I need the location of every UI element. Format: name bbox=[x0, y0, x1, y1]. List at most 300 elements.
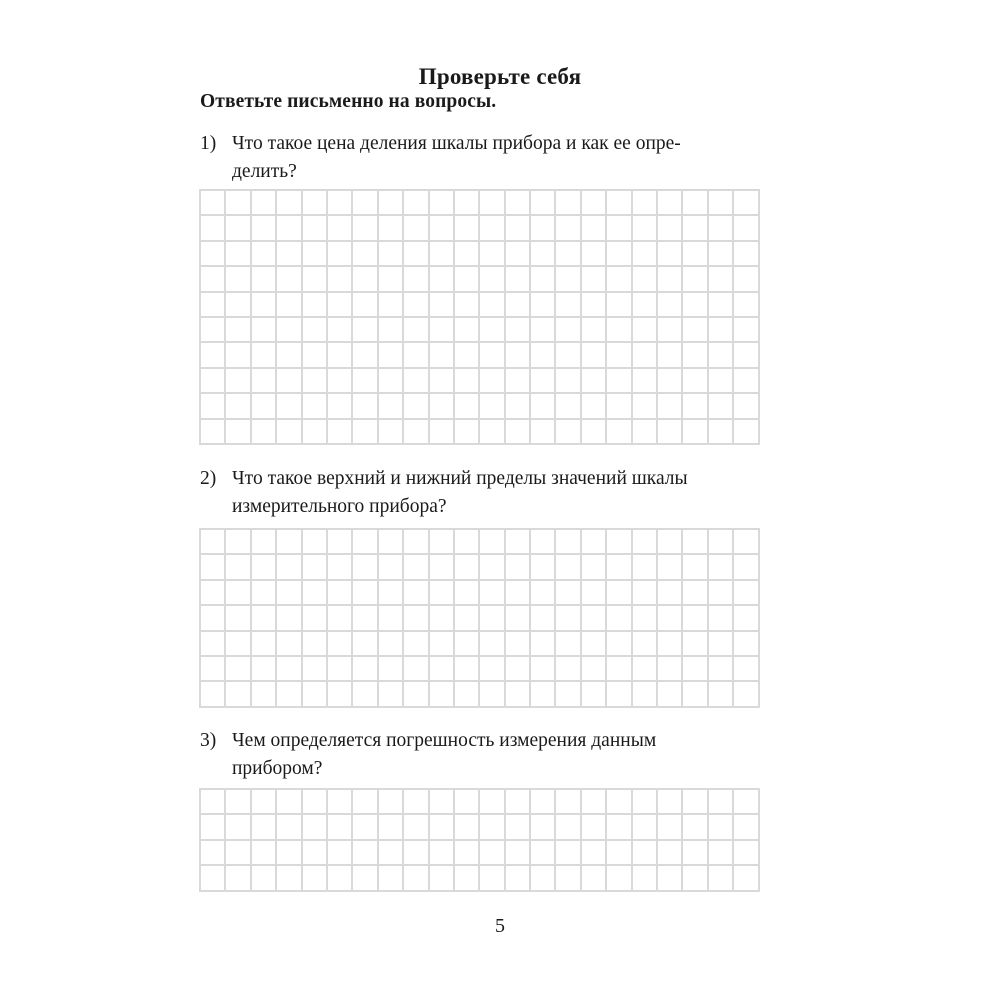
answer-grid-cell[interactable] bbox=[683, 318, 708, 343]
answer-grid-cell[interactable] bbox=[379, 216, 404, 241]
answer-grid-cell[interactable] bbox=[633, 369, 658, 394]
answer-grid-cell[interactable] bbox=[709, 318, 734, 343]
answer-grid-cell[interactable] bbox=[607, 657, 632, 682]
answer-grid-cell[interactable] bbox=[252, 318, 277, 343]
answer-grid-cell[interactable] bbox=[709, 420, 734, 445]
answer-grid-cell[interactable] bbox=[683, 815, 708, 840]
answer-grid-cell[interactable] bbox=[658, 815, 683, 840]
answer-grid-cell[interactable] bbox=[480, 216, 505, 241]
answer-grid-cell[interactable] bbox=[709, 530, 734, 555]
answer-grid-cell[interactable] bbox=[734, 790, 759, 815]
answer-grid-cell[interactable] bbox=[303, 394, 328, 419]
answer-grid-cell[interactable] bbox=[353, 866, 378, 891]
answer-grid-cell[interactable] bbox=[607, 790, 632, 815]
answer-grid-cell[interactable] bbox=[303, 343, 328, 368]
answer-grid-cell[interactable] bbox=[201, 657, 226, 682]
answer-grid-cell[interactable] bbox=[379, 815, 404, 840]
answer-grid-cell[interactable] bbox=[506, 632, 531, 657]
answer-grid-cell[interactable] bbox=[480, 790, 505, 815]
answer-grid-cell[interactable] bbox=[328, 242, 353, 267]
answer-grid-cell[interactable] bbox=[506, 318, 531, 343]
answer-grid-cell[interactable] bbox=[404, 293, 429, 318]
answer-grid-cell[interactable] bbox=[379, 606, 404, 631]
answer-grid-cell[interactable] bbox=[709, 242, 734, 267]
answer-grid-cell[interactable] bbox=[607, 420, 632, 445]
answer-grid-cell[interactable] bbox=[430, 216, 455, 241]
answer-grid-cell[interactable] bbox=[683, 632, 708, 657]
answer-grid-cell[interactable] bbox=[531, 318, 556, 343]
answer-grid-cell[interactable] bbox=[556, 242, 581, 267]
answer-grid-cell[interactable] bbox=[582, 267, 607, 292]
answer-grid-cell[interactable] bbox=[709, 815, 734, 840]
answer-grid-cell[interactable] bbox=[506, 815, 531, 840]
answer-grid-cell[interactable] bbox=[430, 530, 455, 555]
answer-grid-cell[interactable] bbox=[430, 267, 455, 292]
answer-grid-cell[interactable] bbox=[506, 657, 531, 682]
answer-grid-cell[interactable] bbox=[404, 242, 429, 267]
answer-grid-cell[interactable] bbox=[379, 841, 404, 866]
answer-grid-cell[interactable] bbox=[683, 216, 708, 241]
answer-grid-cell[interactable] bbox=[303, 682, 328, 707]
answer-grid-cell[interactable] bbox=[480, 530, 505, 555]
answer-grid-cell[interactable] bbox=[734, 318, 759, 343]
answer-grid-cell[interactable] bbox=[303, 242, 328, 267]
answer-grid-cell[interactable] bbox=[531, 242, 556, 267]
answer-grid-cell[interactable] bbox=[683, 682, 708, 707]
answer-grid-cell[interactable] bbox=[480, 632, 505, 657]
answer-grid-cell[interactable] bbox=[633, 866, 658, 891]
answer-grid-cell[interactable] bbox=[328, 191, 353, 216]
answer-grid-cell[interactable] bbox=[455, 267, 480, 292]
answer-grid-cell[interactable] bbox=[556, 530, 581, 555]
answer-grid-cell[interactable] bbox=[353, 790, 378, 815]
answer-grid-cell[interactable] bbox=[226, 369, 251, 394]
answer-grid-cell[interactable] bbox=[430, 343, 455, 368]
answer-grid-cell[interactable] bbox=[277, 191, 302, 216]
answer-grid-cell[interactable] bbox=[734, 606, 759, 631]
answer-grid-cell[interactable] bbox=[328, 318, 353, 343]
answer-grid-cell[interactable] bbox=[582, 530, 607, 555]
answer-grid-cell[interactable] bbox=[277, 343, 302, 368]
answer-grid-3[interactable] bbox=[199, 788, 760, 892]
answer-grid-cell[interactable] bbox=[277, 632, 302, 657]
answer-grid-cell[interactable] bbox=[506, 191, 531, 216]
answer-grid-cell[interactable] bbox=[277, 394, 302, 419]
answer-grid-cell[interactable] bbox=[607, 815, 632, 840]
answer-grid-cell[interactable] bbox=[226, 191, 251, 216]
answer-grid-cell[interactable] bbox=[379, 790, 404, 815]
answer-grid-cell[interactable] bbox=[506, 293, 531, 318]
answer-grid-cell[interactable] bbox=[430, 866, 455, 891]
answer-grid-cell[interactable] bbox=[328, 657, 353, 682]
answer-grid-cell[interactable] bbox=[658, 420, 683, 445]
answer-grid-cell[interactable] bbox=[480, 606, 505, 631]
answer-grid-cell[interactable] bbox=[430, 242, 455, 267]
answer-grid-cell[interactable] bbox=[277, 267, 302, 292]
answer-grid-cell[interactable] bbox=[531, 841, 556, 866]
answer-grid-cell[interactable] bbox=[201, 191, 226, 216]
answer-grid-cell[interactable] bbox=[607, 267, 632, 292]
answer-grid-cell[interactable] bbox=[582, 841, 607, 866]
answer-grid-cell[interactable] bbox=[633, 606, 658, 631]
answer-grid-cell[interactable] bbox=[582, 555, 607, 580]
answer-grid-cell[interactable] bbox=[531, 420, 556, 445]
answer-grid-cell[interactable] bbox=[328, 790, 353, 815]
answer-grid-cell[interactable] bbox=[633, 632, 658, 657]
answer-grid-cell[interactable] bbox=[226, 581, 251, 606]
answer-grid-cell[interactable] bbox=[226, 815, 251, 840]
answer-grid-cell[interactable] bbox=[277, 657, 302, 682]
answer-grid-cell[interactable] bbox=[201, 318, 226, 343]
answer-grid-cell[interactable] bbox=[252, 632, 277, 657]
answer-grid-cell[interactable] bbox=[277, 293, 302, 318]
answer-grid-cell[interactable] bbox=[607, 343, 632, 368]
answer-grid-cell[interactable] bbox=[658, 343, 683, 368]
answer-grid-cell[interactable] bbox=[556, 293, 581, 318]
answer-grid-cell[interactable] bbox=[430, 841, 455, 866]
answer-grid-cell[interactable] bbox=[531, 369, 556, 394]
answer-grid-cell[interactable] bbox=[658, 657, 683, 682]
answer-grid-cell[interactable] bbox=[531, 866, 556, 891]
answer-grid-cell[interactable] bbox=[277, 530, 302, 555]
answer-grid-cell[interactable] bbox=[404, 343, 429, 368]
answer-grid-cell[interactable] bbox=[303, 790, 328, 815]
answer-grid-cell[interactable] bbox=[404, 682, 429, 707]
answer-grid-cell[interactable] bbox=[303, 606, 328, 631]
answer-grid-cell[interactable] bbox=[683, 581, 708, 606]
answer-grid-cell[interactable] bbox=[658, 555, 683, 580]
answer-grid-cell[interactable] bbox=[252, 267, 277, 292]
answer-grid-cell[interactable] bbox=[658, 267, 683, 292]
answer-grid-cell[interactable] bbox=[379, 420, 404, 445]
answer-grid-cell[interactable] bbox=[633, 555, 658, 580]
answer-grid-cell[interactable] bbox=[607, 581, 632, 606]
answer-grid-cell[interactable] bbox=[658, 606, 683, 631]
answer-grid-cell[interactable] bbox=[430, 318, 455, 343]
answer-grid-cell[interactable] bbox=[531, 555, 556, 580]
answer-grid-cell[interactable] bbox=[480, 657, 505, 682]
answer-grid-cell[interactable] bbox=[683, 606, 708, 631]
answer-grid-cell[interactable] bbox=[379, 343, 404, 368]
answer-grid-cell[interactable] bbox=[633, 191, 658, 216]
answer-grid-cell[interactable] bbox=[430, 394, 455, 419]
answer-grid-cell[interactable] bbox=[404, 841, 429, 866]
answer-grid-cell[interactable] bbox=[582, 581, 607, 606]
answer-grid-cell[interactable] bbox=[582, 242, 607, 267]
answer-grid-cell[interactable] bbox=[556, 343, 581, 368]
answer-grid-cell[interactable] bbox=[531, 191, 556, 216]
answer-grid-cell[interactable] bbox=[683, 790, 708, 815]
answer-grid-cell[interactable] bbox=[353, 581, 378, 606]
answer-grid-cell[interactable] bbox=[455, 293, 480, 318]
answer-grid-cell[interactable] bbox=[277, 841, 302, 866]
answer-grid-cell[interactable] bbox=[226, 555, 251, 580]
answer-grid-cell[interactable] bbox=[226, 866, 251, 891]
answer-grid-cell[interactable] bbox=[709, 555, 734, 580]
answer-grid-2[interactable] bbox=[199, 528, 760, 708]
answer-grid-cell[interactable] bbox=[277, 581, 302, 606]
answer-grid-cell[interactable] bbox=[353, 394, 378, 419]
answer-grid-cell[interactable] bbox=[353, 815, 378, 840]
answer-grid-cell[interactable] bbox=[633, 682, 658, 707]
answer-grid-cell[interactable] bbox=[480, 369, 505, 394]
answer-grid-cell[interactable] bbox=[201, 242, 226, 267]
answer-grid-cell[interactable] bbox=[633, 318, 658, 343]
answer-grid-cell[interactable] bbox=[277, 369, 302, 394]
answer-grid-cell[interactable] bbox=[328, 866, 353, 891]
answer-grid-cell[interactable] bbox=[303, 216, 328, 241]
answer-grid-cell[interactable] bbox=[633, 657, 658, 682]
answer-grid-cell[interactable] bbox=[506, 682, 531, 707]
answer-grid-cell[interactable] bbox=[506, 267, 531, 292]
answer-grid-cell[interactable] bbox=[226, 841, 251, 866]
answer-grid-cell[interactable] bbox=[607, 606, 632, 631]
answer-grid-cell[interactable] bbox=[277, 866, 302, 891]
answer-grid-cell[interactable] bbox=[328, 841, 353, 866]
answer-grid-cell[interactable] bbox=[328, 606, 353, 631]
answer-grid-cell[interactable] bbox=[556, 815, 581, 840]
answer-grid-cell[interactable] bbox=[353, 369, 378, 394]
answer-grid-cell[interactable] bbox=[556, 682, 581, 707]
answer-grid-cell[interactable] bbox=[328, 394, 353, 419]
answer-grid-cell[interactable] bbox=[379, 191, 404, 216]
answer-grid-cell[interactable] bbox=[480, 682, 505, 707]
answer-grid-cell[interactable] bbox=[556, 191, 581, 216]
answer-grid-cell[interactable] bbox=[607, 369, 632, 394]
answer-grid-cell[interactable] bbox=[430, 632, 455, 657]
answer-grid-cell[interactable] bbox=[556, 420, 581, 445]
answer-grid-cell[interactable] bbox=[480, 581, 505, 606]
answer-grid-cell[interactable] bbox=[252, 369, 277, 394]
answer-grid-cell[interactable] bbox=[455, 555, 480, 580]
answer-grid-cell[interactable] bbox=[531, 581, 556, 606]
answer-grid-cell[interactable] bbox=[709, 581, 734, 606]
answer-grid-cell[interactable] bbox=[480, 866, 505, 891]
answer-grid-cell[interactable] bbox=[582, 866, 607, 891]
answer-grid-cell[interactable] bbox=[480, 318, 505, 343]
answer-grid-cell[interactable] bbox=[582, 606, 607, 631]
answer-grid-cell[interactable] bbox=[455, 581, 480, 606]
answer-grid-cell[interactable] bbox=[556, 581, 581, 606]
answer-grid-cell[interactable] bbox=[379, 530, 404, 555]
answer-grid-cell[interactable] bbox=[607, 191, 632, 216]
answer-grid-cell[interactable] bbox=[201, 866, 226, 891]
answer-grid-cell[interactable] bbox=[658, 530, 683, 555]
answer-grid-cell[interactable] bbox=[480, 815, 505, 840]
answer-grid-cell[interactable] bbox=[506, 394, 531, 419]
answer-grid-cell[interactable] bbox=[226, 216, 251, 241]
answer-grid-cell[interactable] bbox=[404, 581, 429, 606]
answer-grid-cell[interactable] bbox=[201, 530, 226, 555]
answer-grid-cell[interactable] bbox=[734, 841, 759, 866]
answer-grid-cell[interactable] bbox=[404, 394, 429, 419]
answer-grid-cell[interactable] bbox=[303, 581, 328, 606]
answer-grid-cell[interactable] bbox=[556, 841, 581, 866]
answer-grid-cell[interactable] bbox=[303, 657, 328, 682]
answer-grid-cell[interactable] bbox=[226, 343, 251, 368]
answer-grid-cell[interactable] bbox=[252, 216, 277, 241]
answer-grid-cell[interactable] bbox=[633, 790, 658, 815]
answer-grid-cell[interactable] bbox=[353, 657, 378, 682]
answer-grid-cell[interactable] bbox=[404, 369, 429, 394]
answer-grid-cell[interactable] bbox=[252, 657, 277, 682]
answer-grid-cell[interactable] bbox=[633, 394, 658, 419]
answer-grid-cell[interactable] bbox=[531, 632, 556, 657]
answer-grid-cell[interactable] bbox=[709, 369, 734, 394]
answer-grid-cell[interactable] bbox=[531, 394, 556, 419]
answer-grid-cell[interactable] bbox=[506, 866, 531, 891]
answer-grid-cell[interactable] bbox=[683, 657, 708, 682]
answer-grid-cell[interactable] bbox=[506, 242, 531, 267]
answer-grid-cell[interactable] bbox=[252, 343, 277, 368]
answer-grid-cell[interactable] bbox=[633, 343, 658, 368]
answer-grid-cell[interactable] bbox=[379, 657, 404, 682]
answer-grid-cell[interactable] bbox=[734, 682, 759, 707]
answer-grid-cell[interactable] bbox=[430, 369, 455, 394]
answer-grid-cell[interactable] bbox=[328, 420, 353, 445]
answer-grid-cell[interactable] bbox=[455, 318, 480, 343]
answer-grid-cell[interactable] bbox=[455, 369, 480, 394]
answer-grid-cell[interactable] bbox=[556, 866, 581, 891]
answer-grid-cell[interactable] bbox=[303, 420, 328, 445]
answer-grid-cell[interactable] bbox=[277, 606, 302, 631]
answer-grid-cell[interactable] bbox=[404, 420, 429, 445]
answer-grid-cell[interactable] bbox=[353, 293, 378, 318]
answer-grid-cell[interactable] bbox=[252, 866, 277, 891]
answer-grid-cell[interactable] bbox=[226, 632, 251, 657]
answer-grid-cell[interactable] bbox=[582, 369, 607, 394]
answer-grid-cell[interactable] bbox=[556, 369, 581, 394]
answer-grid-cell[interactable] bbox=[201, 841, 226, 866]
answer-grid-cell[interactable] bbox=[455, 632, 480, 657]
answer-grid-cell[interactable] bbox=[379, 866, 404, 891]
answer-grid-cell[interactable] bbox=[404, 657, 429, 682]
answer-grid-cell[interactable] bbox=[480, 555, 505, 580]
answer-grid-cell[interactable] bbox=[683, 293, 708, 318]
answer-grid-cell[interactable] bbox=[226, 318, 251, 343]
answer-grid-cell[interactable] bbox=[582, 420, 607, 445]
answer-grid-cell[interactable] bbox=[709, 267, 734, 292]
answer-grid-cell[interactable] bbox=[328, 682, 353, 707]
answer-grid-cell[interactable] bbox=[531, 216, 556, 241]
answer-grid-cell[interactable] bbox=[226, 420, 251, 445]
answer-grid-cell[interactable] bbox=[633, 293, 658, 318]
answer-grid-cell[interactable] bbox=[404, 191, 429, 216]
answer-grid-cell[interactable] bbox=[328, 632, 353, 657]
answer-grid-cell[interactable] bbox=[683, 267, 708, 292]
answer-grid-cell[interactable] bbox=[379, 394, 404, 419]
answer-grid-cell[interactable] bbox=[683, 866, 708, 891]
answer-grid-cell[interactable] bbox=[709, 293, 734, 318]
answer-grid-cell[interactable] bbox=[709, 657, 734, 682]
answer-grid-cell[interactable] bbox=[430, 420, 455, 445]
answer-grid-cell[interactable] bbox=[556, 790, 581, 815]
answer-grid-cell[interactable] bbox=[226, 267, 251, 292]
answer-grid-cell[interactable] bbox=[277, 555, 302, 580]
answer-grid-cell[interactable] bbox=[709, 394, 734, 419]
answer-grid-cell[interactable] bbox=[404, 866, 429, 891]
answer-grid-cell[interactable] bbox=[328, 369, 353, 394]
answer-grid-cell[interactable] bbox=[252, 420, 277, 445]
answer-grid-cell[interactable] bbox=[734, 632, 759, 657]
answer-grid-cell[interactable] bbox=[201, 394, 226, 419]
answer-grid-cell[interactable] bbox=[607, 293, 632, 318]
answer-grid-cell[interactable] bbox=[658, 242, 683, 267]
answer-grid-cell[interactable] bbox=[404, 606, 429, 631]
answer-grid-cell[interactable] bbox=[379, 632, 404, 657]
answer-grid-cell[interactable] bbox=[328, 555, 353, 580]
answer-grid-cell[interactable] bbox=[658, 790, 683, 815]
answer-grid-cell[interactable] bbox=[353, 191, 378, 216]
answer-grid-cell[interactable] bbox=[531, 293, 556, 318]
answer-grid-cell[interactable] bbox=[734, 581, 759, 606]
answer-grid-cell[interactable] bbox=[252, 815, 277, 840]
answer-grid-cell[interactable] bbox=[201, 293, 226, 318]
answer-grid-cell[interactable] bbox=[658, 866, 683, 891]
answer-grid-cell[interactable] bbox=[709, 191, 734, 216]
answer-grid-cell[interactable] bbox=[353, 420, 378, 445]
answer-grid-cell[interactable] bbox=[328, 343, 353, 368]
answer-grid-cell[interactable] bbox=[303, 318, 328, 343]
answer-grid-cell[interactable] bbox=[658, 581, 683, 606]
answer-grid-cell[interactable] bbox=[633, 420, 658, 445]
answer-grid-cell[interactable] bbox=[531, 682, 556, 707]
answer-grid-cell[interactable] bbox=[303, 191, 328, 216]
answer-grid-cell[interactable] bbox=[633, 841, 658, 866]
answer-grid-cell[interactable] bbox=[455, 394, 480, 419]
answer-grid-cell[interactable] bbox=[607, 530, 632, 555]
answer-grid-cell[interactable] bbox=[582, 216, 607, 241]
answer-grid-cell[interactable] bbox=[683, 343, 708, 368]
answer-grid-1[interactable] bbox=[199, 189, 760, 445]
answer-grid-cell[interactable] bbox=[607, 318, 632, 343]
answer-grid-cell[interactable] bbox=[252, 606, 277, 631]
answer-grid-cell[interactable] bbox=[658, 682, 683, 707]
answer-grid-cell[interactable] bbox=[709, 841, 734, 866]
answer-grid-cell[interactable] bbox=[201, 343, 226, 368]
answer-grid-cell[interactable] bbox=[734, 293, 759, 318]
answer-grid-cell[interactable] bbox=[658, 841, 683, 866]
answer-grid-cell[interactable] bbox=[607, 555, 632, 580]
answer-grid-cell[interactable] bbox=[226, 790, 251, 815]
answer-grid-cell[interactable] bbox=[633, 581, 658, 606]
answer-grid-cell[interactable] bbox=[480, 267, 505, 292]
answer-grid-cell[interactable] bbox=[353, 682, 378, 707]
answer-grid-cell[interactable] bbox=[480, 293, 505, 318]
answer-grid-cell[interactable] bbox=[709, 866, 734, 891]
answer-grid-cell[interactable] bbox=[404, 632, 429, 657]
answer-grid-cell[interactable] bbox=[582, 815, 607, 840]
answer-grid-cell[interactable] bbox=[734, 555, 759, 580]
answer-grid-cell[interactable] bbox=[201, 420, 226, 445]
answer-grid-cell[interactable] bbox=[734, 394, 759, 419]
answer-grid-cell[interactable] bbox=[404, 555, 429, 580]
answer-grid-cell[interactable] bbox=[455, 866, 480, 891]
answer-grid-cell[interactable] bbox=[607, 632, 632, 657]
answer-grid-cell[interactable] bbox=[658, 369, 683, 394]
answer-grid-cell[interactable] bbox=[556, 606, 581, 631]
answer-grid-cell[interactable] bbox=[252, 841, 277, 866]
answer-grid-cell[interactable] bbox=[556, 216, 581, 241]
answer-grid-cell[interactable] bbox=[734, 216, 759, 241]
answer-grid-cell[interactable] bbox=[252, 581, 277, 606]
answer-grid-cell[interactable] bbox=[303, 815, 328, 840]
answer-grid-cell[interactable] bbox=[455, 657, 480, 682]
answer-grid-cell[interactable] bbox=[531, 606, 556, 631]
answer-grid-cell[interactable] bbox=[303, 632, 328, 657]
answer-grid-cell[interactable] bbox=[607, 841, 632, 866]
answer-grid-cell[interactable] bbox=[303, 530, 328, 555]
